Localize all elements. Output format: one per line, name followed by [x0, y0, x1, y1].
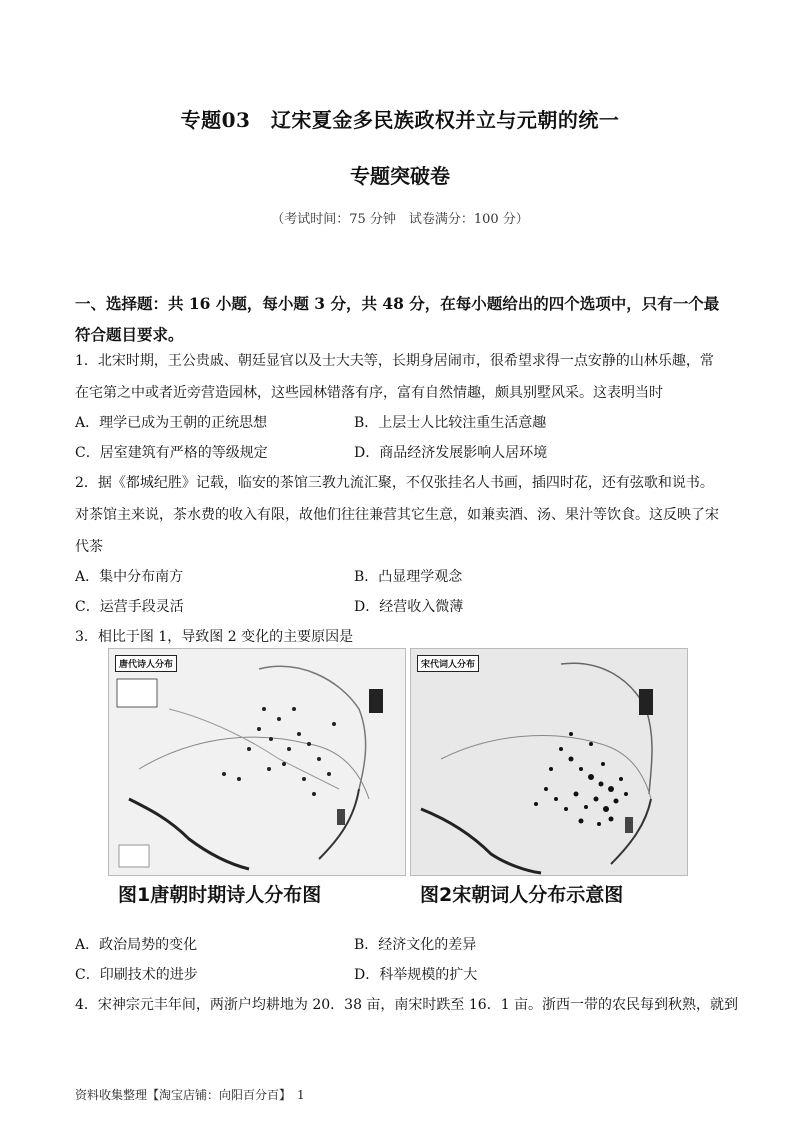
- question-3-option-b: B．经济文化的差异: [354, 937, 477, 953]
- question-2-option-a: A．集中分布南方: [75, 569, 184, 585]
- question-1-stem-line-2: 在宅第之中或者近旁营造园林，这些园林错落有序，富有自然情趣，颇具别墅风采。这表明当时: [75, 385, 663, 401]
- tang-poets-map-image: [108, 648, 406, 876]
- page-footer: 资料收集整理【淘宝店铺：向阳百分百】 1: [75, 1088, 305, 1102]
- question-3-stem-line-1: 3．相比于图 1，导致图 2 变化的主要原因是: [75, 629, 354, 645]
- song-map-badge: 宋代词人分布: [417, 655, 479, 672]
- page-subtitle: 专题突破卷: [350, 164, 450, 188]
- question-2-option-b: B．凸显理学观念: [354, 569, 463, 585]
- section-heading-line-1: 一、选择题：共 16 小题，每小题 3 分，共 48 分，在每小题给出的四个选项中，只有一个最: [75, 294, 720, 313]
- question-1-option-d: D．商品经济发展影响人居环境: [354, 445, 548, 461]
- tang-map-badge: 唐代诗人分布: [115, 655, 177, 672]
- figure-1-caption: 图1唐朝时期诗人分布图: [118, 884, 322, 906]
- page-title: 专题03 辽宋夏金多民族政权并立与元朝的统一: [180, 108, 620, 132]
- question-3-option-d: D．科举规模的扩大: [354, 967, 478, 983]
- exam-info: （考试时间：75 分钟 试卷满分：100 分）: [271, 212, 529, 227]
- question-2-stem-line-1: 2．据《都城纪胜》记载，临安的茶馆三教九流汇聚，不仅张挂名人书画，插四时花，还有弦歌和说书。: [75, 475, 714, 491]
- question-1-option-a: A．理学已成为王朝的正统思想: [75, 415, 268, 431]
- question-1-option-c: C．居室建筑有严格的等级规定: [75, 445, 268, 461]
- question-2-stem-line-2: 对茶馆主来说，茶水费的收入有限，故他们往往兼营其它生意，如兼卖酒、汤、果汁等饮食。这反映了宋: [75, 507, 719, 523]
- question-1-stem-line-1: 1．北宋时期，王公贵戚、朝廷显官以及士大夫等，长期身居闹市，很希望求得一点安静的山林乐趣，常: [75, 353, 714, 369]
- song-ci-poets-map-image: [410, 648, 688, 876]
- map-figure: [108, 648, 682, 918]
- question-4-stem-line-1: 4．宋神宗元丰年间，两浙户均耕地为 20．38 亩，南宋时跌至 16．1 亩。浙西一带的农民每到秋熟，就到: [75, 997, 739, 1013]
- figure-2-caption: 图2宋朝词人分布示意图: [420, 884, 624, 906]
- section-heading: [75, 288, 725, 350]
- question-3-option-a: A．政治局势的变化: [75, 937, 198, 953]
- question-2-option-c: C．运营手段灵活: [75, 599, 184, 615]
- section-heading-line-2: 符合题目要求。: [75, 325, 184, 344]
- question-2-option-d: D．经营收入微薄: [354, 599, 464, 615]
- question-2-stem-line-3: 代茶: [75, 539, 103, 555]
- question-3-option-c: C．印刷技术的进步: [75, 967, 198, 983]
- question-1-option-b: B．上层士人比较注重生活意趣: [354, 415, 547, 431]
